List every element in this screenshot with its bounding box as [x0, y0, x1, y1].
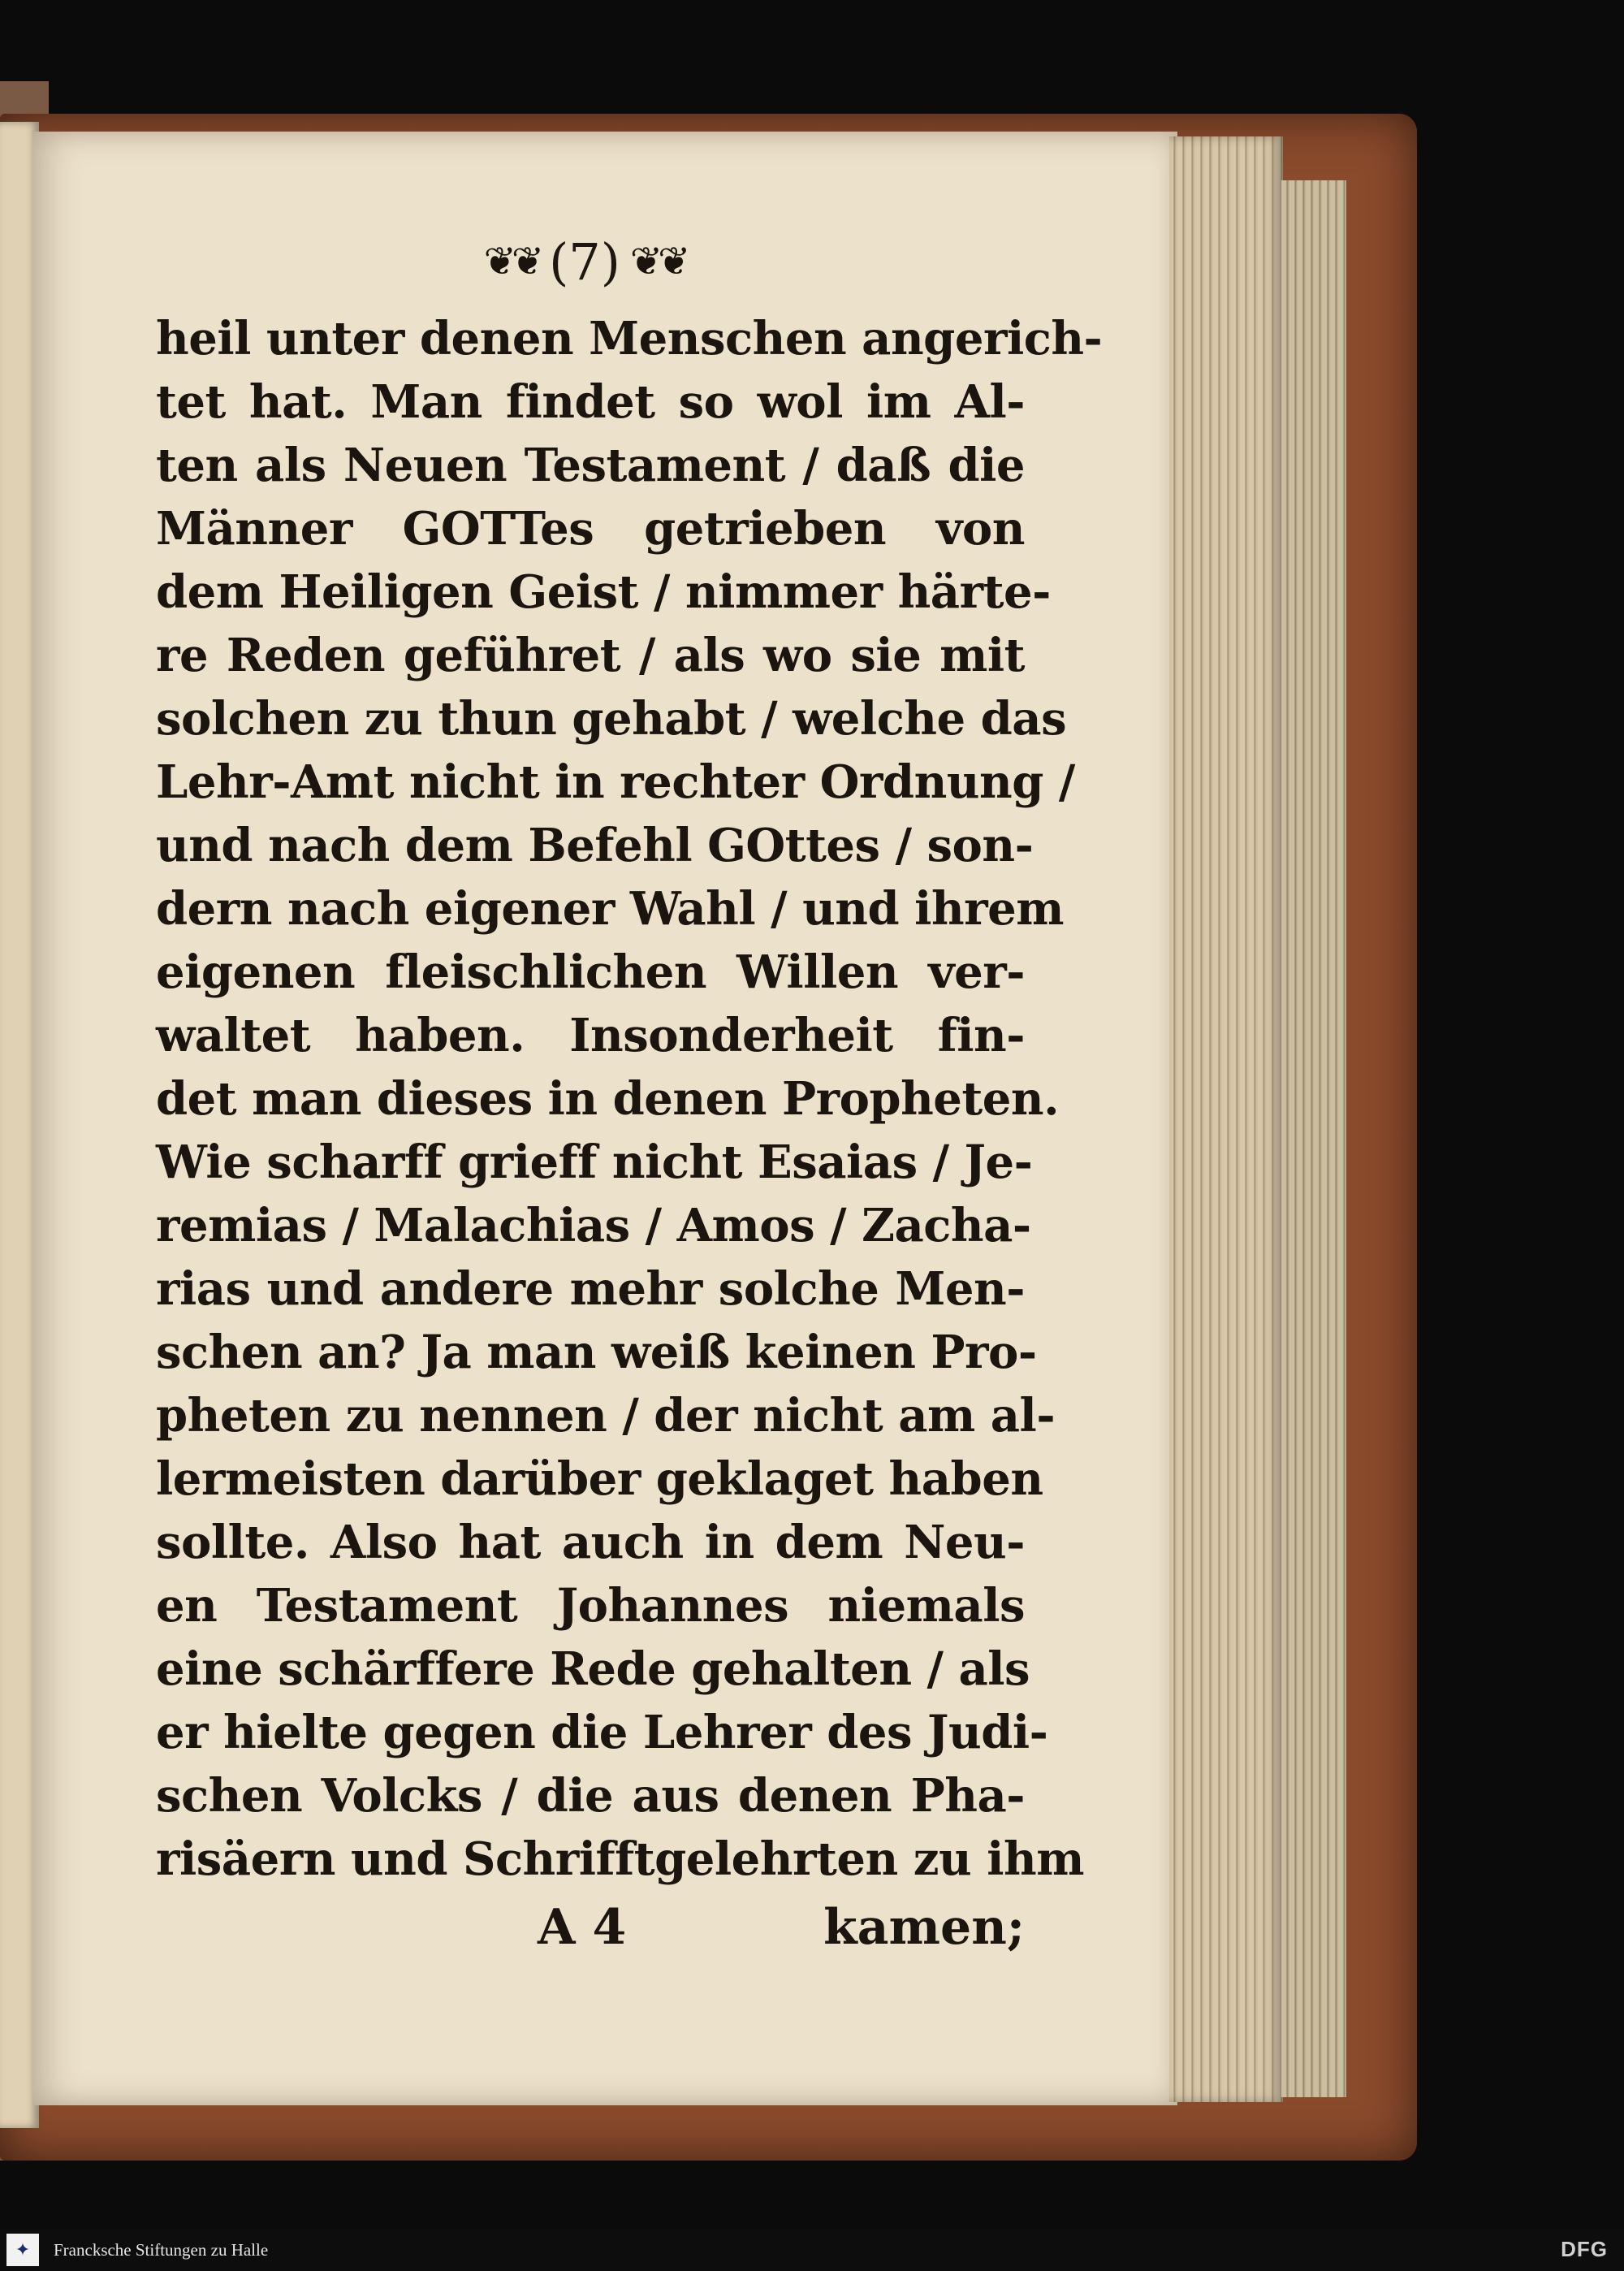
institution-logo-icon: ✦ — [6, 2234, 39, 2266]
text-line: eine schärffere Rede gehalten / als — [156, 1642, 1030, 1696]
institution-name: Francksche Stiftungen zu Halle — [54, 2239, 269, 2260]
text-line: heil unter denen Menschen angerich- — [156, 312, 1103, 366]
text-line: solchen zu thun gehabt / welche das — [156, 692, 1067, 746]
text-line: dern nach eigener Wahl / und ihrem — [156, 882, 1065, 936]
text-line: er hielte gegen die Lehrer des Judi- — [156, 1706, 1048, 1759]
page-stack-edge — [1169, 136, 1283, 2102]
text-line: sollte. Also hat auch in dem Neu- — [156, 1516, 1025, 1569]
page-footer — [156, 1899, 1025, 1964]
dfg-logo: DFG — [1561, 2237, 1608, 2261]
page-number: (7) — [549, 231, 620, 292]
viewer-footer-bar — [0, 2229, 1624, 2271]
page-stack-edge-inner — [1281, 180, 1346, 2097]
text-line: waltet haben. Insonderheit fin- — [156, 1009, 1025, 1062]
text-line: schen an? Ja man weiß keinen Pro- — [156, 1326, 1037, 1379]
page-text-block — [156, 307, 1103, 1891]
text-line: det man dieses in denen Propheten. — [156, 1072, 1060, 1126]
text-line: Männer GOTTes getrieben von — [156, 502, 1025, 556]
text-line: Lehr-Amt nicht in rechter Ordnung / — [156, 755, 1075, 809]
text-line: re Reden geführet / als wo sie mit — [156, 629, 1025, 682]
text-line: pheten zu nennen / der nicht am al- — [156, 1389, 1056, 1443]
ornament-right-icon: ❦❦ — [629, 239, 686, 284]
text-line: rias und andere mehr solche Men- — [156, 1262, 1025, 1316]
text-line: ten als Neuen Testament / daß die — [156, 439, 1025, 492]
ornament-left-icon: ❦❦ — [483, 239, 540, 284]
page-header — [406, 229, 763, 294]
text-line: remias / Malachias / Amos / Zacha- — [156, 1199, 1031, 1252]
text-line: en Testament Johannes niemals — [156, 1579, 1025, 1633]
text-line: lermeisten darüber geklaget haben — [156, 1452, 1043, 1506]
text-line: eigenen fleischlichen Willen ver- — [156, 945, 1025, 999]
text-line: tet hat. Man findet so wol im Al- — [156, 375, 1025, 429]
text-line: schen Volcks / die aus denen Pha- — [156, 1769, 1025, 1823]
catchword: kamen; — [823, 1899, 1025, 1956]
text-line: dem Heiligen Geist / nimmer härte- — [156, 565, 1051, 619]
text-line: und nach dem Befehl GOttes / son- — [156, 819, 1034, 872]
text-line: Wie scharff grieff nicht Esaias / Je- — [156, 1136, 1033, 1189]
text-line: risäern und Schrifftgelehrten zu ihm — [156, 1832, 1084, 1886]
signature-mark: A 4 — [538, 1899, 627, 1956]
